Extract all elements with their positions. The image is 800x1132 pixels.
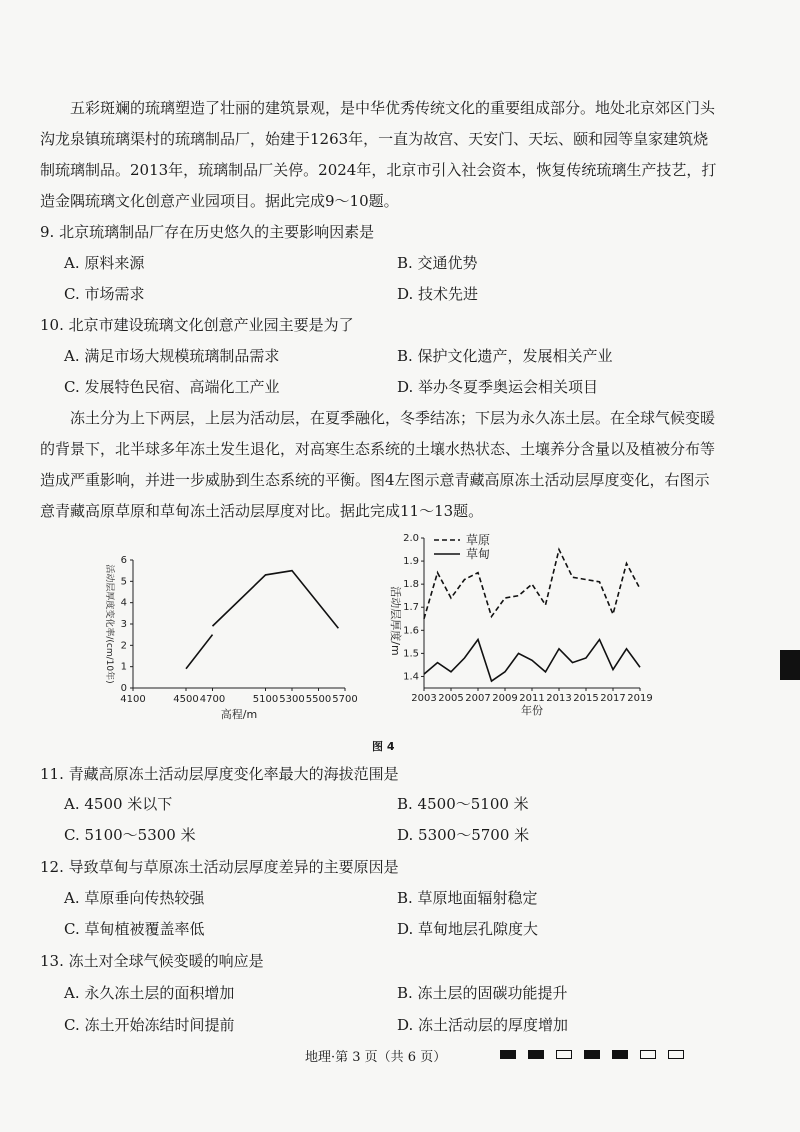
y-tick-label: 6 [120,555,127,566]
q11-option-c: C. 5100～5300 米 [64,826,196,844]
footer-mark [640,1050,656,1059]
passage-2: 冻土分为上下两层，上层为活动层，在夏季融化，冬季结冻；下层为永久冻土层。在全球气候变暖的背景下，北半球多年冻土发生退化，对高寒生态系统的土壤水热状态、土壤养分含量以及植被分布等造成严重影响，并进一步威胁到生态系统的平衡。图4左图示意青藏高原冻土活动层厚度变化，右图示意青藏高原草原和草甸冻土活动层厚度对比。据此完成11～13题。 [40,409,716,520]
q10-option-a: A. 满足市场大规模琉璃制品需求 [64,347,280,365]
q13-option-d: D. 冻土活动层的厚度增加 [397,1016,569,1034]
footer-marks [500,1050,684,1059]
binding-mark [780,650,800,680]
y-tick-label: 5 [120,576,127,588]
y-tick-label: 3 [120,619,127,630]
q12-option-c: C. 草甸植被覆盖率低 [64,920,205,938]
chart-left-elevation [95,548,360,728]
data-line-segment [213,571,339,629]
x-tick-label: 5100 [252,694,279,705]
question-13: 13. 冻土对全球气候变暖的响应是 [40,952,264,970]
q13-option-b: B. 冻土层的固碳功能提升 [397,984,568,1002]
y-tick-label: 1.9 [403,556,419,568]
legend-label: 草原 [466,533,491,547]
x-tick-label: 5500 [305,694,332,705]
footer-mark [584,1050,600,1059]
x-tick-label: 4500 [173,694,199,705]
y-tick-label: 1.4 [403,671,419,683]
q10-option-c: C. 发展特色民宿、高端化工产业 [64,378,280,396]
x-axis-title: 年份 [521,704,543,717]
x-tick-label: 5700 [332,694,358,705]
x-tick-label: 2011 [519,693,545,704]
y-tick-label: 2 [120,640,127,652]
question-10: 10. 北京市建设琉璃文化创意产业园主要是为了 [40,316,354,334]
x-tick-label: 2013 [546,693,572,704]
q9-option-c: C. 市场需求 [64,285,145,303]
x-tick-label: 2009 [492,693,518,704]
q11-option-d: D. 5300～5700 米 [397,826,530,844]
x-tick-label: 2019 [627,693,653,704]
footer-mark [668,1050,684,1059]
x-axis-title: 高程/m [220,708,258,721]
question-11: 11. 青藏高原冻土活动层厚度变化率最大的海拔范围是 [40,765,399,783]
x-tick-label: 5300 [279,694,305,705]
x-tick-label: 4700 [199,694,226,705]
q12-option-a: A. 草原垂向传热较强 [64,889,205,907]
x-tick-label: 2005 [438,693,464,704]
y-tick-label: 1.5 [403,648,419,660]
q13-option-c: C. 冻土开始冻结时间提前 [64,1016,235,1034]
x-tick-label: 2015 [573,693,599,704]
q9-option-d: D. 技术先进 [397,285,479,303]
footer-mark [528,1050,544,1059]
question-9: 9. 北京琉璃制品厂存在历史悠久的主要影响因素是 [40,223,375,241]
series-line-dashed [424,550,640,619]
q11-option-a: A. 4500 米以下 [64,795,173,813]
series-line-solid [424,640,640,682]
y-tick-label: 0 [120,683,127,694]
legend-label: 草甸 [466,547,491,561]
y-axis-title: 活动层厚度/m [389,586,402,656]
figure-caption: 图 4 [372,740,395,753]
footer-mark [612,1050,628,1059]
footer-mark [556,1050,572,1059]
page-footer: 地理·第 3 页（共 6 页） [305,1050,447,1065]
y-tick-label: 4 [120,597,127,609]
x-tick-label: 4100 [120,694,146,705]
q11-option-b: B. 4500～5100 米 [397,795,529,813]
question-12: 12. 导致草甸与草原冻土活动层厚度差异的主要原因是 [40,858,399,876]
y-tick-label: 1.6 [403,625,419,637]
q10-option-b: B. 保护文化遗产，发展相关产业 [397,347,613,365]
y-axis-title: 活动层厚度变化率/(cm/10年) [104,564,114,684]
footer-mark [500,1050,516,1059]
y-tick-label: 1.7 [403,602,419,614]
q9-option-a: A. 原料来源 [64,254,145,272]
q9-option-b: B. 交通优势 [397,254,478,272]
q12-option-d: D. 草甸地层孔隙度大 [397,920,539,938]
x-tick-label: 2003 [411,693,437,704]
y-tick-label: 1.8 [403,579,419,591]
y-tick-label: 1 [120,661,127,673]
x-tick-label: 2017 [600,693,626,704]
q12-option-b: B. 草原地面辐射稳定 [397,889,538,907]
q13-option-a: A. 永久冻土层的面积增加 [64,984,235,1002]
passage-1: 五彩斑斓的琉璃塑造了壮丽的建筑景观，是中华优秀传统文化的重要组成部分。地处北京郊区门头沟龙泉镇琉璃渠村的琉璃制品厂，始建于1263年，一直为故宫、天安门、天坛、颐和园等皇家建筑烧制琉璃制品。2013年，琉璃制品厂关停。2024年，北京市引入社会资本，恢复传统琉璃生产技艺，打造金隅琉璃文化创意产业园项目。据此完成9～10题。 [40,99,717,210]
chart-right-years [378,530,663,728]
q10-option-d: D. 举办冬夏季奥运会相关项目 [397,378,599,396]
y-tick-label: 2.0 [403,533,419,544]
x-tick-label: 2007 [465,693,491,704]
data-line-segment [186,635,213,669]
